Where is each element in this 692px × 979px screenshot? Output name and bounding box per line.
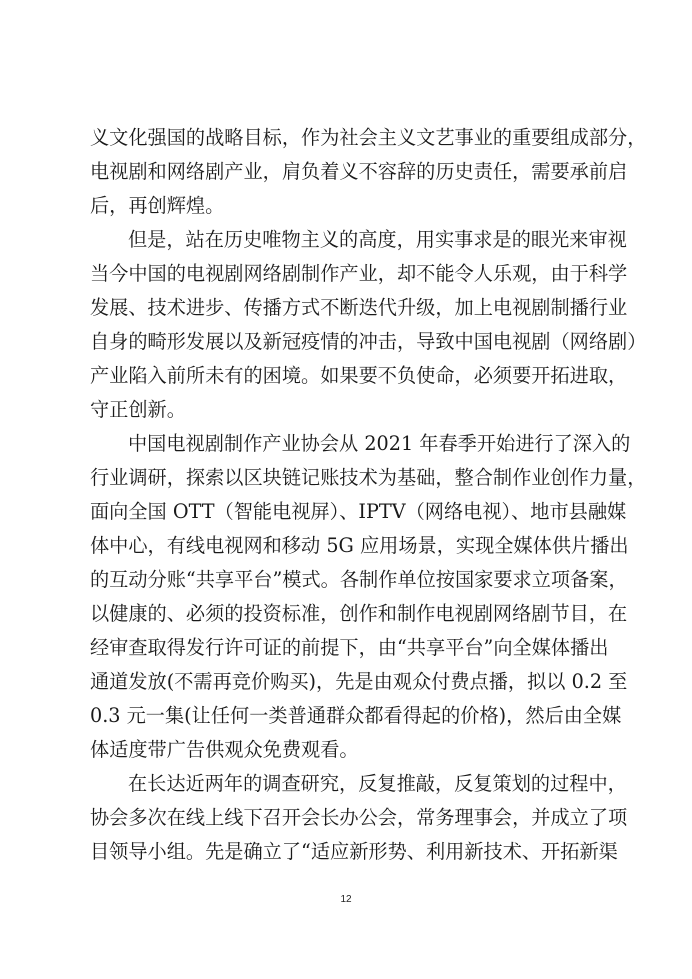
page-number: 12 xyxy=(340,894,352,905)
text-line: 电视剧和网络剧产业，肩负着义不容辞的历史责任，需要承前启 xyxy=(90,160,628,183)
text-line: 以健康的、必须的投资标准，创作和制作电视剧网络剧节目，在 xyxy=(90,602,628,625)
paragraph xyxy=(90,223,647,427)
text-line: 体中心，有线电视网和移动 5G 应用场景，实现全媒体供片播出 xyxy=(90,534,629,557)
text-line: 通道发放(不需再竞价购买)，先是由观众付费点播，拟以 0.2 至 xyxy=(90,670,628,693)
paragraph xyxy=(90,121,647,223)
text-line: 守正创新。 xyxy=(90,398,186,421)
text-line: 经审查取得发行许可证的前提下，由“共享平台”向全媒体播出 xyxy=(90,636,609,659)
text-line: 面向全国 OTT（智能电视屏）、IPTV（网络电视）、地市县融媒 xyxy=(90,500,627,523)
text-line: 行业调研，探索以区块链记账技术为基础，整合制作业创作力量， xyxy=(90,466,647,489)
text-line: 产业陷入前所未有的困境。如果要不负使命，必须要开拓进取， xyxy=(90,364,628,387)
paragraph xyxy=(90,427,647,767)
text-line: 协会多次在线上线下召开会长办公会，常务理事会，并成立了项 xyxy=(90,806,628,829)
text-line: 中国电视剧制作产业协会从 2021 年春季开始进行了深入的 xyxy=(128,432,631,455)
text-line: 后，再创辉煌。 xyxy=(90,194,225,217)
text-line: 当今中国的电视剧网络剧制作产业，却不能令人乐观，由于科学 xyxy=(90,262,628,285)
text-line: 义文化强国的战略目标，作为社会主义文艺事业的重要组成部分， xyxy=(90,126,647,149)
text-line: 目领导小组。先是确立了“适应新形势、利用新技术、开拓新渠 xyxy=(90,840,618,863)
body-text xyxy=(90,121,647,869)
paragraph xyxy=(90,767,628,869)
text-line: 0.3 元一集(让任何一类普通群众都看得起的价格)，然后由全媒 xyxy=(90,704,622,727)
text-line: 发展、技术进步、传播方式不断迭代升级，加上电视剧制播行业 xyxy=(90,296,628,319)
text-line: 的互动分账“共享平台”模式。各制作单位按国家要求立项备案， xyxy=(90,568,628,591)
text-line: 体适度带广告供观众免费观看。 xyxy=(90,738,359,761)
text-line: 自身的畸形发展以及新冠疫情的冲击，导致中国电视剧（网络剧） xyxy=(90,330,647,353)
text-line: 在长达近两年的调查研究，反复推敲，反复策划的过程中， xyxy=(128,772,627,795)
text-line: 但是，站在历史唯物主义的高度，用实事求是的眼光来审视 xyxy=(128,228,627,251)
